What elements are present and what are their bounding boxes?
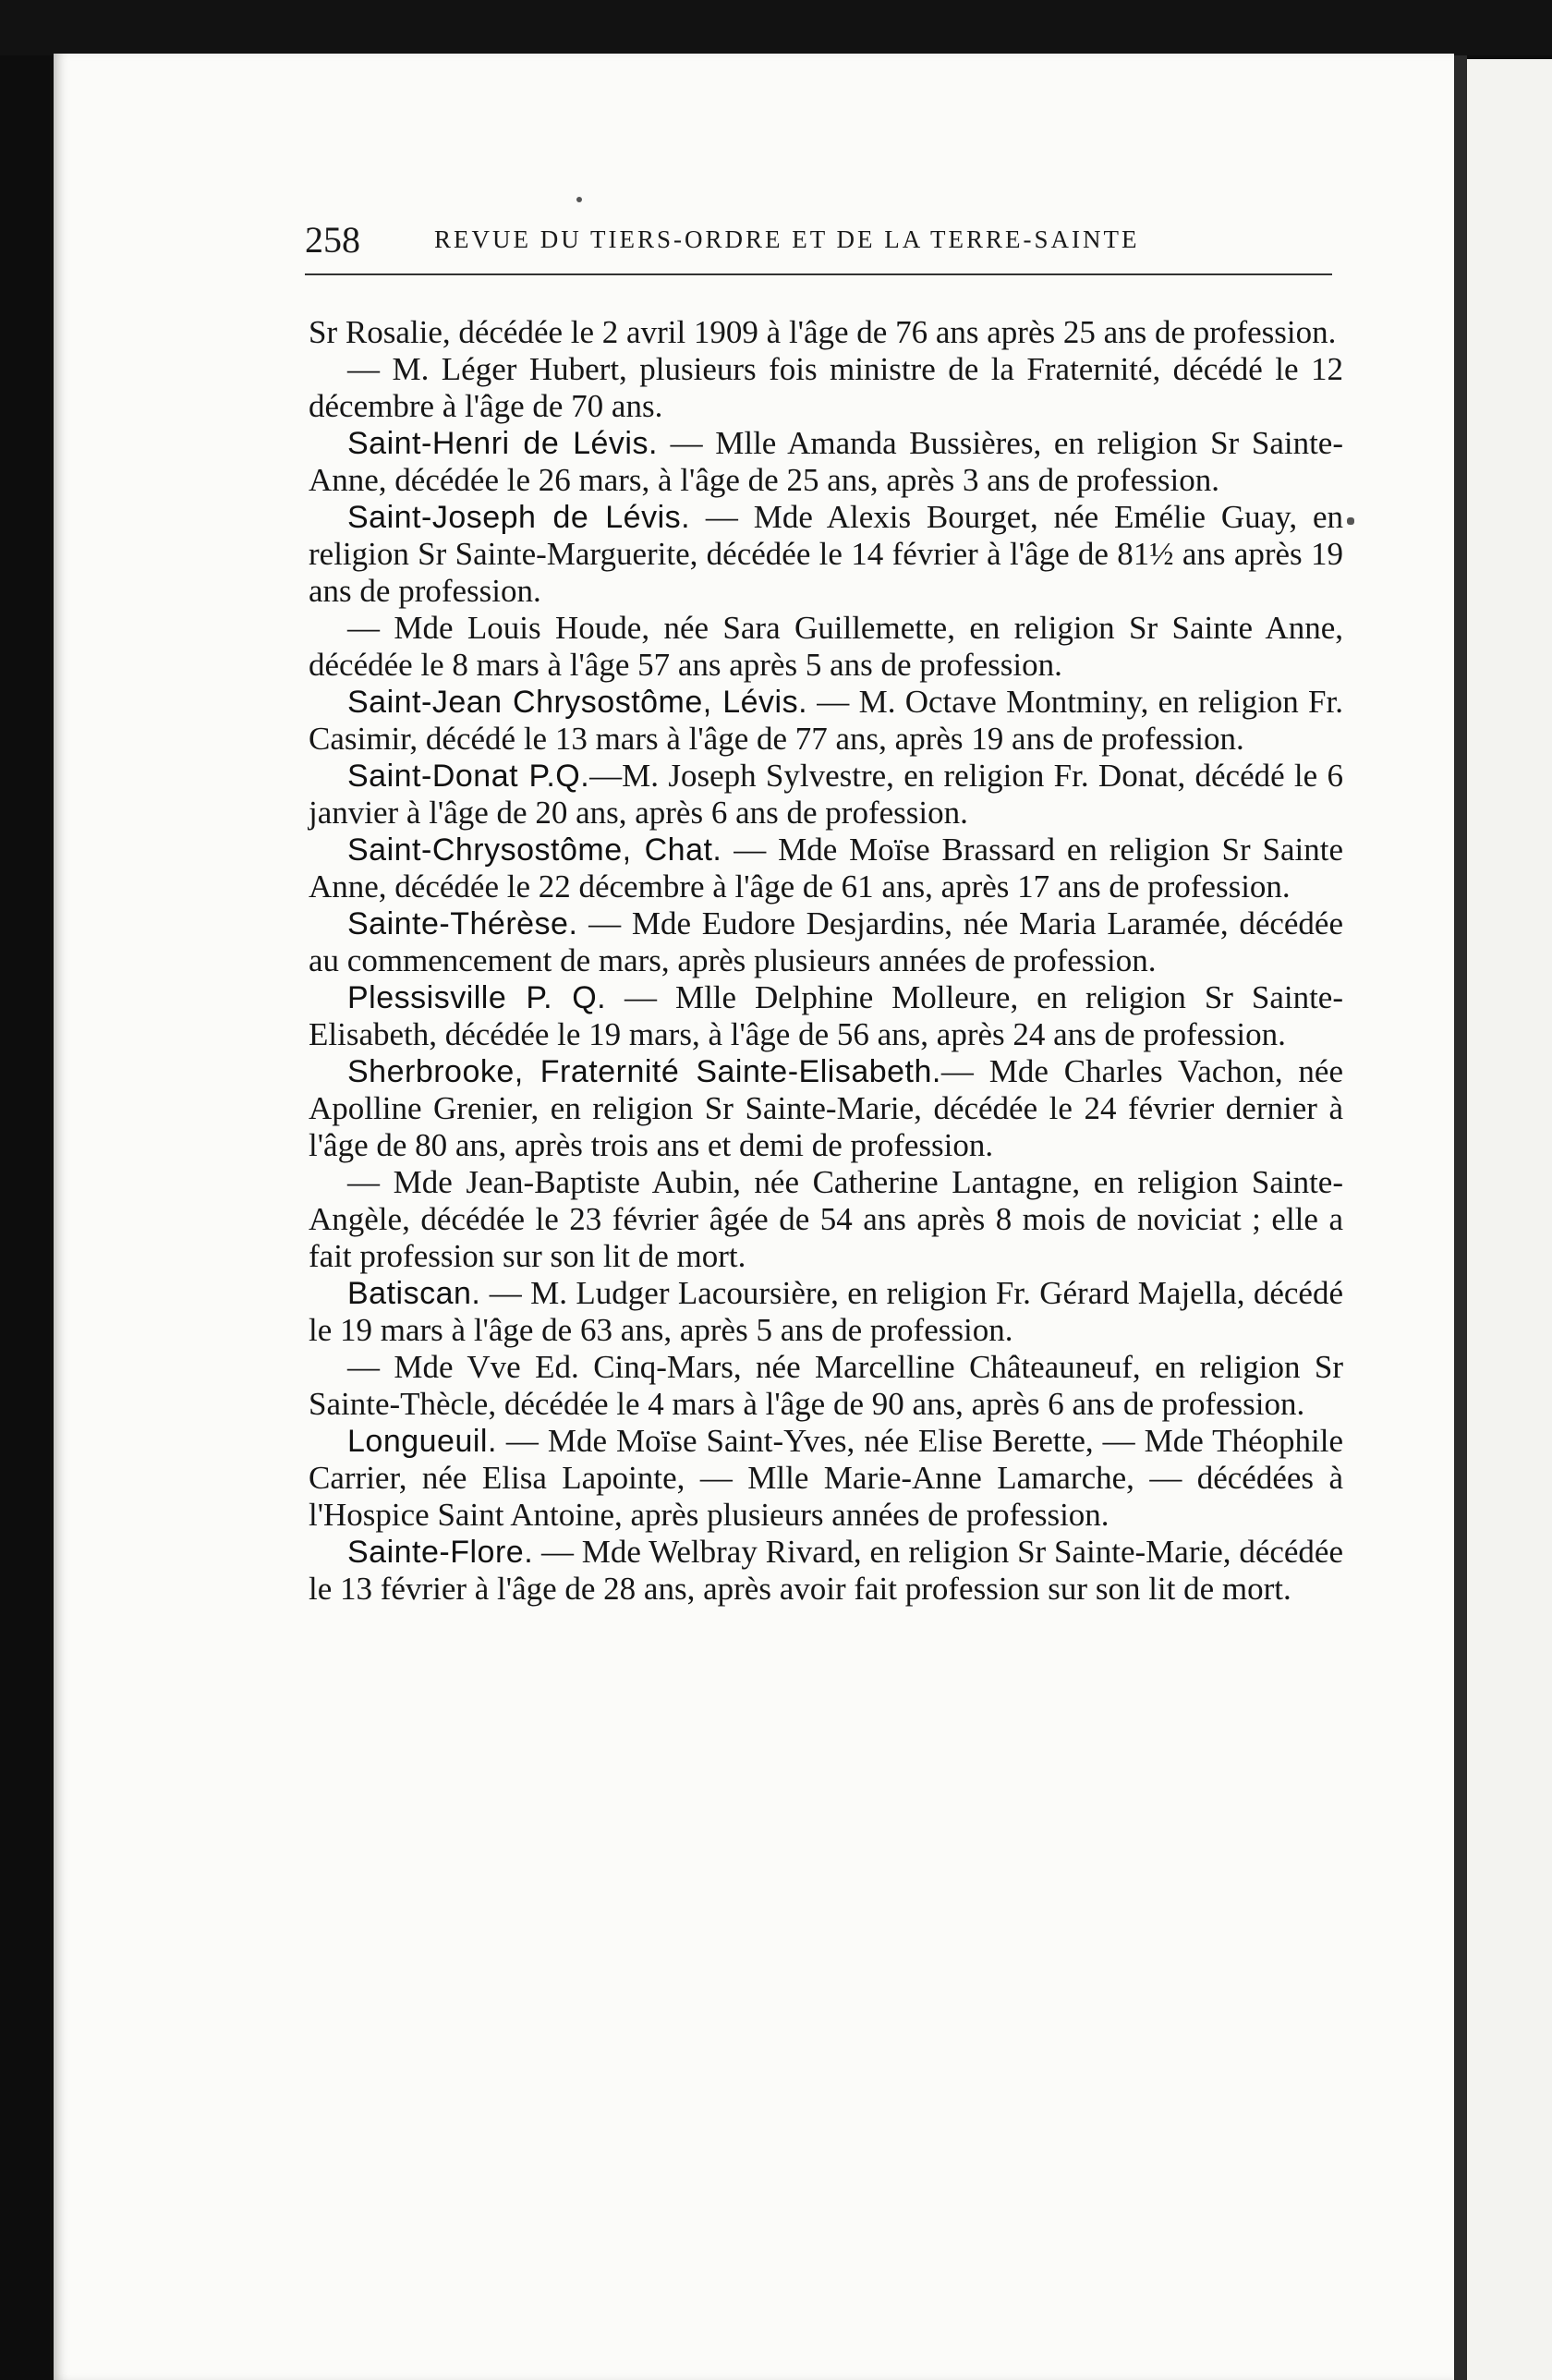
- page-gutter-shadow: [1454, 55, 1467, 2380]
- paragraph-text: Sr Rosalie, décédée le 2 avril 1909 à l'âge de 76 ans après 25 ans de profession.: [309, 314, 1337, 350]
- paragraph-text: — Mlle Amanda Bussières, en religion Sr Sainte-Anne, décédée le 26 mars, à l'âge de 25 ans, après 3 ans de profession.: [309, 425, 1343, 498]
- page-header: [305, 214, 1340, 270]
- place-heading: Batiscan.: [347, 1276, 481, 1311]
- print-speck: [1347, 517, 1354, 525]
- page-number: 258: [305, 219, 360, 261]
- paragraph: [309, 1349, 1343, 1423]
- print-speck: [576, 197, 582, 202]
- paragraph-text: — Mde Welbray Rivard, en religion Sr Sainte-Marie, décédée le 13 février à l'âge de 28 ans, après avoir fait profession sur son lit de mort.: [309, 1534, 1343, 1607]
- paragraph-text: — M. Octave Montminy, en religion Fr. Casimir, décédé le 13 mars à l'âge de 77 ans, après 19 ans de profession.: [309, 684, 1343, 757]
- scan-background-top: [0, 0, 1552, 55]
- paragraph: [309, 832, 1343, 905]
- place-heading: Sainte-Thérèse.: [347, 906, 578, 941]
- paragraph: [309, 979, 1343, 1053]
- paragraph-text: — Mde Jean-Baptiste Aubin, née Catherine Lantagne, en religion Sainte-Angèle, décédée le 23 février âgée de 54 ans après 8 mois de noviciat ; elle a fait profession sur son lit de mort.: [309, 1164, 1343, 1274]
- paragraph-text: — Mde Moïse Saint-Yves, née Elise Berette, — Mde Théophile Carrier, née Elisa Lapointe, — Mlle Marie-Anne Lamarche, — décédées à l'Hospice Saint Antoine, après plusieurs années de profession.: [309, 1423, 1343, 1533]
- header-rule: [305, 273, 1332, 275]
- obituary-text-column: [309, 314, 1343, 1608]
- paragraph: [309, 684, 1343, 758]
- paragraph: [309, 905, 1343, 979]
- paragraph: [309, 1053, 1343, 1164]
- place-heading: Sherbrooke, Fraternité Sainte-Elisabeth.: [347, 1054, 941, 1089]
- paragraph-text: — Mlle Delphine Molleure, en religion Sr Sainte-Elisabeth, décédée le 19 mars, à l'âge de 56 ans, après 24 ans de profession.: [309, 979, 1343, 1052]
- running-title: REVUE DU TIERS-ORDRE ET DE LA TERRE-SAINTE: [434, 225, 1140, 253]
- paragraph-continuation: [309, 314, 1343, 351]
- place-heading: Saint-Henri de Lévis.: [347, 426, 658, 461]
- place-heading: Saint-Joseph de Lévis.: [347, 500, 691, 535]
- paragraph-text: — Mde Eudore Desjardins, née Maria Laramée, décédée au commencement de mars, après plusieurs années de profession.: [309, 905, 1343, 978]
- paragraph-text: — M. Ludger Lacoursière, en religion Fr. Gérard Majella, décédé le 19 mars à l'âge de 63 ans, après 5 ans de profession.: [309, 1275, 1343, 1348]
- paragraph-text: — Mde Charles Vachon, née Apolline Grenier, en religion Sr Sainte-Marie, décédée le 24 février dernier à l'âge de 80 ans, après trois ans et demi de profession.: [309, 1053, 1343, 1163]
- paragraph-text: — Mde Vve Ed. Cinq-Mars, née Marcelline Châteauneuf, en religion Sr Sainte-Thècle, décédée le 4 mars à l'âge de 90 ans, après 6 ans de profession.: [309, 1349, 1343, 1422]
- paragraph: [309, 610, 1343, 684]
- paragraph-text: — Mde Louis Houde, née Sara Guillemette, en religion Sr Sainte Anne, décédée le 8 mars à l'âge 57 ans après 5 ans de profession.: [309, 610, 1343, 683]
- paragraph: [309, 499, 1343, 610]
- place-heading: Sainte-Flore.: [347, 1535, 534, 1570]
- adjacent-page-edge: [1467, 59, 1552, 2380]
- paragraph: [309, 1275, 1343, 1349]
- paragraph: [309, 1164, 1343, 1275]
- paragraph: [309, 425, 1343, 499]
- paragraph-text: — Mde Moïse Brassard en religion Sr Sainte Anne, décédée le 22 décembre à l'âge de 61 ans, après 17 ans de profession.: [309, 832, 1343, 905]
- place-heading: Saint-Chrysostôme, Chat.: [347, 832, 722, 868]
- paragraph: [309, 758, 1343, 832]
- paragraph-text: — Mde Alexis Bourget, née Emélie Guay, en religion Sr Sainte-Marguerite, décédée le 14 février à l'âge de 81½ ans après 19 ans de profession.: [309, 499, 1343, 609]
- place-heading: Saint-Donat P.Q.: [347, 759, 590, 794]
- place-heading: Longueuil.: [347, 1424, 497, 1459]
- place-heading: Saint-Jean Chrysostôme, Lévis.: [347, 685, 808, 720]
- paragraph: [309, 1423, 1343, 1534]
- place-heading: Plessisville P. Q.: [347, 980, 607, 1015]
- paragraph: [309, 1534, 1343, 1608]
- paragraph: [309, 351, 1343, 425]
- paragraph-text: — M. Léger Hubert, plusieurs fois ministre de la Fraternité, décédé le 12 décembre à l'âge de 70 ans.: [309, 351, 1343, 424]
- paragraph-text: —M. Joseph Sylvestre, en religion Fr. Donat, décédé le 6 janvier à l'âge de 20 ans, après 6 ans de profession.: [309, 758, 1343, 831]
